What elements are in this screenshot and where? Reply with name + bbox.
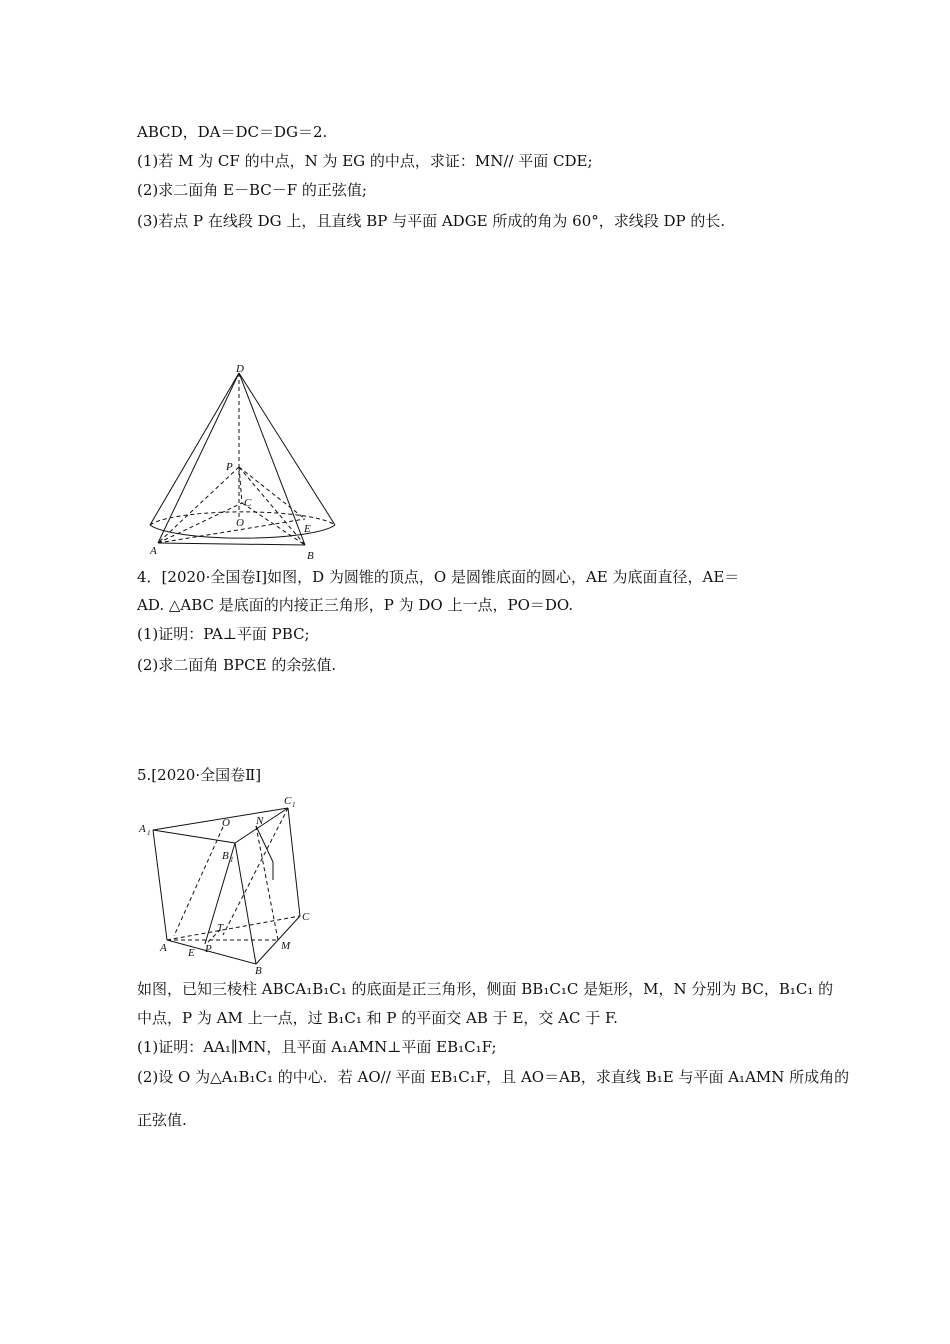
label-M: M: [281, 940, 291, 952]
label-O: O: [236, 517, 244, 529]
label-A: A: [160, 942, 167, 954]
label-D: D: [236, 363, 244, 375]
label-N: N: [256, 815, 264, 827]
p4-statement-line2: AD. △ABC 是底面的内接正三角形，P 为 DO 上一点，PO＝DO.: [137, 596, 574, 614]
label-P: P: [226, 461, 233, 473]
label-E: E: [188, 947, 195, 959]
p4-statement-line1: 4．[2020·全国卷Ⅰ]如图，D 为圆锥的顶点，O 是圆锥底面的圆心，AE 为底面直径，AE＝: [137, 568, 740, 586]
p5-question-2-end: 正弦值.: [137, 1111, 187, 1129]
p3-question-2: (2)求二面角 E－BC－F 的正弦值;: [137, 181, 367, 199]
p4-question-1: (1)证明：PA⊥平面 PBC;: [137, 625, 310, 643]
label-E: E: [304, 523, 311, 535]
label-B: B: [307, 550, 314, 562]
p5-question-2: (2)设 O 为△A₁B₁C₁ 的中心．若 AO// 平面 EB₁C₁F，且 AO＝AB，求直线 B₁E 与平面 A₁AMN 所成角的: [137, 1068, 850, 1086]
p5-header: 5.[2020·全国卷Ⅱ]: [137, 766, 262, 784]
p3-condition: ABCD，DA＝DC＝DG＝2.: [137, 123, 328, 141]
label-A: A: [150, 545, 157, 557]
label-C1-sub: 1: [292, 801, 296, 809]
label-C: C: [244, 497, 252, 509]
p5-statement-line2: 中点，P 为 AM 上一点，过 B₁C₁ 和 P 的平面交 AB 于 E，交 AC 于 F.: [137, 1009, 618, 1027]
prism-figure: [136, 790, 326, 980]
label-B: B: [255, 965, 262, 977]
label-B1-sub: 1: [230, 856, 234, 864]
label-T: T: [217, 922, 224, 934]
cone-figure: [140, 362, 350, 567]
p3-question-1: (1)若 M 为 CF 的中点，N 为 EG 的中点，求证：MN// 平面 CDE;: [137, 152, 593, 170]
label-O: O: [222, 817, 230, 829]
label-P: P: [205, 943, 212, 955]
p4-question-2: (2)求二面角 BPCE 的余弦值.: [137, 656, 337, 674]
label-A1: A: [139, 823, 146, 835]
label-B1: B: [222, 850, 229, 862]
label-C1: C: [284, 795, 292, 807]
p5-statement-line1: 如图，已知三棱柱 ABCA₁B₁C₁ 的底面是正三角形，侧面 BB₁C₁C 是矩形，M，N 分别为 BC，B₁C₁ 的: [137, 980, 834, 998]
p5-question-1: (1)证明：AA₁∥MN，且平面 A₁AMN⊥平面 EB₁C₁F;: [137, 1038, 497, 1056]
p3-question-3: (3)若点 P 在线段 DG 上，且直线 BP 与平面 ADGE 所成的角为 60°，求线段 DP 的长.: [137, 212, 726, 230]
label-C: C: [302, 911, 310, 923]
label-A1-sub: 1: [147, 829, 151, 837]
